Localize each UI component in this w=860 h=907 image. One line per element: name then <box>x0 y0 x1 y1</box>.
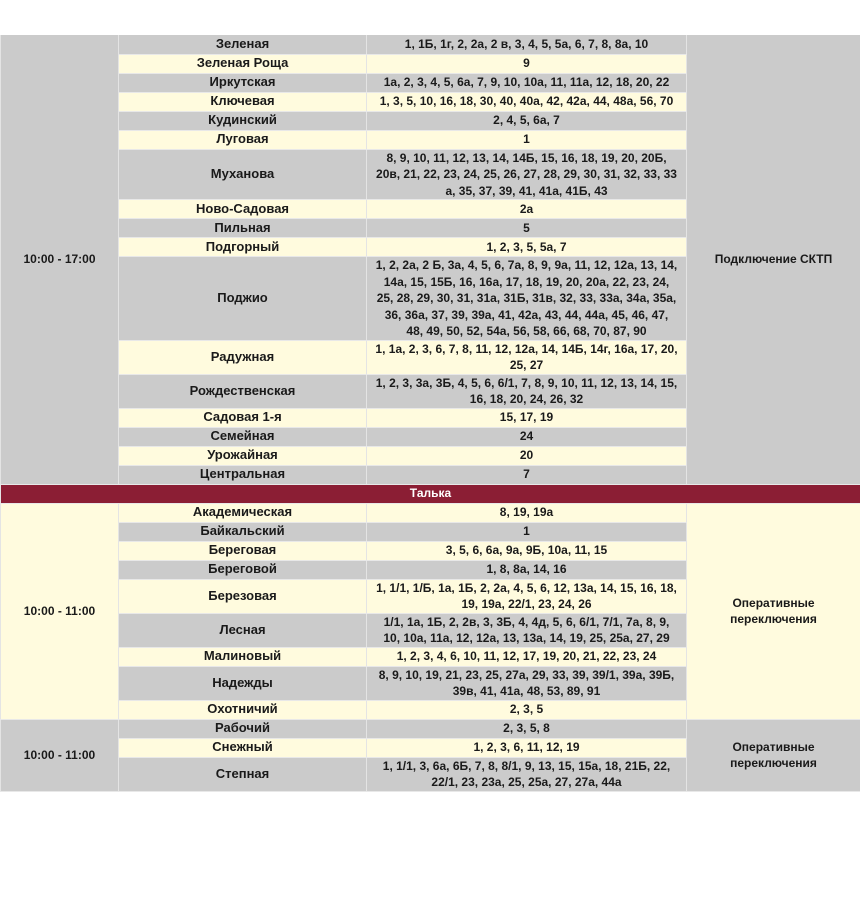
street-name-cell: Урожайная <box>119 446 367 465</box>
work-type-cell: Оперативные переключения <box>687 719 860 791</box>
street-name-cell: Академическая <box>119 503 367 522</box>
street-name-cell: Зеленая Роща <box>119 54 367 73</box>
street-name-cell: Кудинский <box>119 111 367 130</box>
street-name-cell: Береговой <box>119 560 367 579</box>
table-row <box>1 719 860 738</box>
street-name-cell: Муханова <box>119 149 367 200</box>
house-numbers-cell: 1 <box>367 130 687 149</box>
street-name-cell: Снежный <box>119 738 367 757</box>
time-range-cell: 10:00 - 11:00 <box>1 719 119 791</box>
section-header-row <box>1 484 860 503</box>
street-name-cell: Пильная <box>119 219 367 238</box>
street-name-cell: Рождественская <box>119 374 367 408</box>
time-range-cell: 10:00 - 17:00 <box>1 35 119 484</box>
street-name-cell: Рабочий <box>119 719 367 738</box>
street-name-cell: Зеленая <box>119 35 367 54</box>
house-numbers-cell: 8, 19, 19а <box>367 503 687 522</box>
house-numbers-cell: 7 <box>367 465 687 484</box>
time-range-cell: 10:00 - 11:00 <box>1 503 119 719</box>
table-row <box>1 35 860 54</box>
street-name-cell: Ново-Садовая <box>119 200 367 219</box>
street-name-cell: Подгорный <box>119 238 367 257</box>
house-numbers-cell: 1, 1Б, 1г, 2, 2а, 2 в, 3, 4, 5, 5а, 6, 7, 8, 8а, 10 <box>367 35 687 54</box>
house-numbers-cell: 1, 3, 5, 10, 16, 18, 30, 40, 40а, 42, 42а, 44, 48а, 56, 70 <box>367 92 687 111</box>
work-type-cell: Оперативные переключения <box>687 503 860 719</box>
section-title: Талька <box>1 484 860 503</box>
house-numbers-cell: 1, 2, 3, 5, 5а, 7 <box>367 238 687 257</box>
street-name-cell: Охотничий <box>119 700 367 719</box>
street-name-cell: Поджио <box>119 257 367 341</box>
house-numbers-cell: 8, 9, 10, 11, 12, 13, 14, 14Б, 15, 16, 18, 19, 20, 20Б, 20в, 21, 22, 23, 24, 25, 26, 27, 28, 29, 30, 31, 32, 33, 33 а, 35, 37, 39, 41, 41а, 41Б, 43 <box>367 149 687 200</box>
street-name-cell: Надежды <box>119 666 367 700</box>
street-name-cell: Ключевая <box>119 92 367 111</box>
house-numbers-cell: 1, 1/1, 1/Б, 1а, 1Б, 2, 2а, 4, 5, 6, 12, 13а, 14, 15, 16, 18, 19, 19а, 22/1, 23, 24, 26 <box>367 579 687 613</box>
house-numbers-cell: 24 <box>367 427 687 446</box>
house-numbers-cell: 1, 2, 3, 6, 11, 12, 19 <box>367 738 687 757</box>
table-row <box>1 503 860 522</box>
house-numbers-cell: 2, 3, 5, 8 <box>367 719 687 738</box>
house-numbers-cell: 1, 2, 2а, 2 Б, 3а, 4, 5, 6, 7а, 8, 9, 9а, 11, 12, 12а, 13, 14, 14а, 15, 15Б, 16, 16а, 17, 18, 19, 20, 20а, 22, 23, 24, 25, 28, 29, 30, 31, 31а, 31Б, 31в, 32, 33, 33а, 34а, 35а, 36, 36а, 37, 39, 39а, 41, 42а, 43, 44, 44а, 45, 46, 47, 48, 49, 50, 52, 54а, 56, 58, 66, 68, 70, 87, 90 <box>367 257 687 341</box>
street-name-cell: Садовая 1-я <box>119 408 367 427</box>
house-numbers-cell: 15, 17, 19 <box>367 408 687 427</box>
house-numbers-cell: 1, 1/1, 3, 6а, 6Б, 7, 8, 8/1, 9, 13, 15, 15а, 18, 21Б, 22, 22/1, 23, 23а, 25, 25а, 27, 27а, 44а <box>367 757 687 791</box>
house-numbers-cell: 1а, 2, 3, 4, 5, 6а, 7, 9, 10, 10а, 11, 11а, 12, 18, 20, 22 <box>367 73 687 92</box>
street-name-cell: Степная <box>119 757 367 791</box>
house-numbers-cell: 3, 5, 6, 6а, 9а, 9Б, 10а, 11, 15 <box>367 541 687 560</box>
outage-schedule-table <box>0 35 860 792</box>
house-numbers-cell: 1, 2, 3, 3а, 3Б, 4, 5, 6, 6/1, 7, 8, 9, 10, 11, 12, 13, 14, 15, 16, 18, 20, 24, 26, 32 <box>367 374 687 408</box>
street-name-cell: Центральная <box>119 465 367 484</box>
street-name-cell: Байкальский <box>119 522 367 541</box>
house-numbers-cell: 2а <box>367 200 687 219</box>
street-name-cell: Иркутская <box>119 73 367 92</box>
house-numbers-cell: 1, 1а, 2, 3, 6, 7, 8, 11, 12, 12а, 14, 14Б, 14г, 16а, 17, 20, 25, 27 <box>367 340 687 374</box>
house-numbers-cell: 8, 9, 10, 19, 21, 23, 25, 27а, 29, 33, 39, 39/1, 39а, 39Б, 39в, 41, 41а, 48, 53, 89, 91 <box>367 666 687 700</box>
house-numbers-cell: 1 <box>367 522 687 541</box>
house-numbers-cell: 1, 2, 3, 4, 6, 10, 11, 12, 17, 19, 20, 21, 22, 23, 24 <box>367 647 687 666</box>
street-name-cell: Радужная <box>119 340 367 374</box>
house-numbers-cell: 2, 4, 5, 6а, 7 <box>367 111 687 130</box>
street-name-cell: Семейная <box>119 427 367 446</box>
house-numbers-cell: 1/1, 1а, 1Б, 2, 2в, 3, 3Б, 4, 4д, 5, 6, 6/1, 7/1, 7а, 8, 9, 10, 10а, 11а, 12, 12а, 13, 13а, 14, 19, 25, 25а, 27, 29 <box>367 613 687 647</box>
work-type-cell: Подключение СКТП <box>687 35 860 484</box>
street-name-cell: Береговая <box>119 541 367 560</box>
house-numbers-cell: 20 <box>367 446 687 465</box>
street-name-cell: Луговая <box>119 130 367 149</box>
street-name-cell: Березовая <box>119 579 367 613</box>
house-numbers-cell: 1, 8, 8а, 14, 16 <box>367 560 687 579</box>
street-name-cell: Лесная <box>119 613 367 647</box>
house-numbers-cell: 2, 3, 5 <box>367 700 687 719</box>
house-numbers-cell: 9 <box>367 54 687 73</box>
street-name-cell: Малиновый <box>119 647 367 666</box>
house-numbers-cell: 5 <box>367 219 687 238</box>
